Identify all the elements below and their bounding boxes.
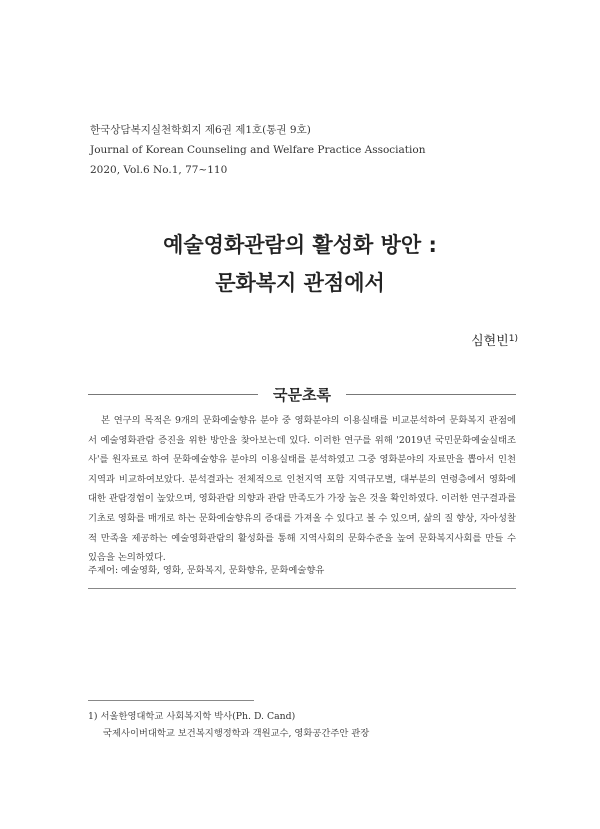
paper-title <box>0 226 600 302</box>
abstract-bottom-rule <box>88 588 516 589</box>
abstract-title: 국문초록 <box>273 386 331 404</box>
abstract-body: 본 연구의 목적은 9개의 문화예술향유 분야 중 영화분야의 이용실태를 비교분석하여 문화복지 관점에서 예술영화관람 증진을 위한 방안을 찾아보는데 있다. 이러한 연구를 위해 '2019년 국민문화예술실태조사'를 원자료로 하여 문화예술향유 분야의 이용실태를 분석하였고 그중 영화분야의 자료만을 뽑아서 인천지역과 비교하여보았다. 분석결과는 전체적으로 인천지역 포함 지역규모별, 대부분의 연령층에서 영화에 대한 관람경험이 높았으며, 영화관람 의향과 관람 만족도가 가장 높은 것을 확인하였다. 이러한 연구결과를 기초로 영화를 매개로 하는 문화예술향유의 증대를 가져올 수 있다고 볼 수 있으며, 삶의 질 향상, 자아성찰적 만족을 제공하는 예술영화관람의 활성화를 통해 지역사회의 문화수준을 높여 문화복지사회를 만들 수 있음을 논의하였다. <box>88 415 516 564</box>
journal-name-english: Journal of Korean Counseling and Welfare Practice Association <box>90 144 426 156</box>
footnote-rule <box>88 700 254 701</box>
author-name: 심현빈 <box>471 334 509 349</box>
author-footnote-mark: 1) <box>508 334 518 344</box>
footnote-affiliation-2: 국제사이버대학교 보건복지행정학과 객원교수, 영화공간주안 관장 <box>103 728 370 739</box>
title-line-1: 예술영화관람의 활성화 방안 : <box>163 233 437 257</box>
keywords <box>88 562 516 576</box>
abstract-heading <box>88 384 516 404</box>
journal-info <box>90 120 425 180</box>
author <box>471 330 518 349</box>
footnote <box>88 708 369 742</box>
keywords-label: 주제어: <box>88 565 119 576</box>
abstract-rule-right <box>346 394 516 395</box>
keywords-values: 예술영화, 영화, 문화복지, 문화향유, 문화예술향유 <box>121 565 325 576</box>
footnote-mark: 1) <box>88 711 98 722</box>
title-line-2: 문화복지 관점에서 <box>215 271 385 295</box>
journal-issue-korean: 한국상담복지실천학회지 제6권 제1호(통권 9호) <box>90 124 311 136</box>
footnote-affiliation-1: 서울한영대학교 사회복지학 박사(Ph. D. Cand) <box>100 711 296 722</box>
journal-volume: 2020, Vol.6 No.1, 77~110 <box>90 164 228 176</box>
